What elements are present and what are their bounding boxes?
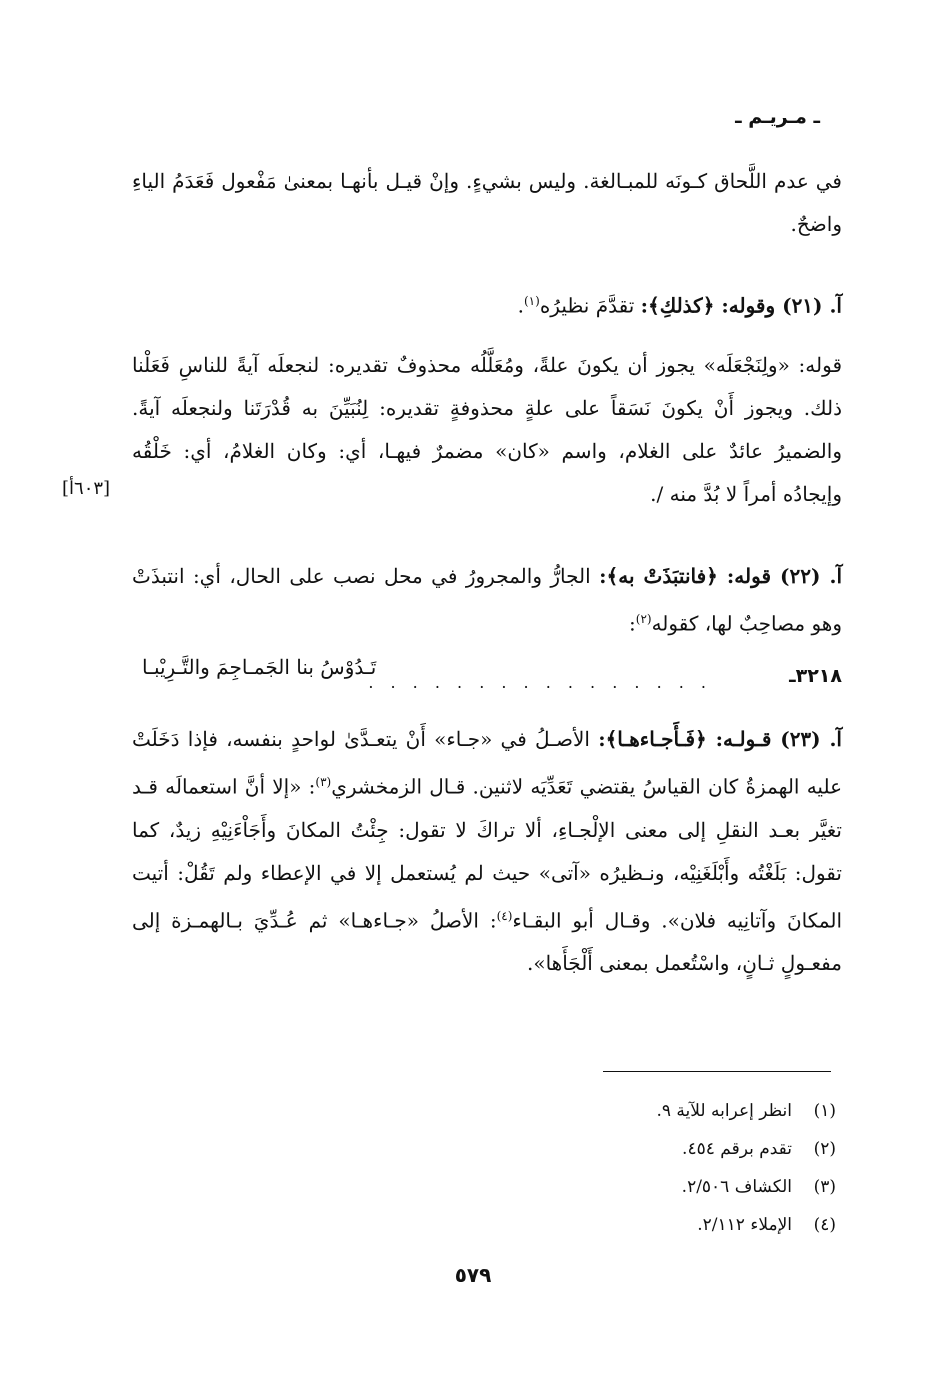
paragraph-verse-21 bbox=[132, 280, 842, 328]
footnote-number: (١) bbox=[813, 1101, 836, 1121]
page-number: ٥٧٩ bbox=[454, 1263, 492, 1287]
verse-number: ٣٢١٨ـ bbox=[789, 665, 842, 687]
verse-21-heading: آ. (٢١) وقوله: ﴿كذلكِ﴾: bbox=[640, 293, 842, 318]
footnote-text: انظر إعرابه للآية ٩. bbox=[656, 1101, 792, 1121]
footnote-item bbox=[436, 1168, 836, 1206]
verse-22-heading: آ. (٢٢) قوله: ﴿فانتبَذَتْ به﴾: bbox=[599, 564, 843, 588]
footnote-number: (٢) bbox=[813, 1139, 836, 1159]
footnote-ref-1: (١) bbox=[523, 294, 540, 308]
footnote-number: (٤) bbox=[813, 1215, 836, 1235]
verse-22-text: الجارُّ والمجرورُ في محل نصب على الحال، أي: انتبذَتْ وهو مصاحِبٌ لها، كقوله bbox=[132, 564, 842, 636]
manuscript-folio-note: [٦٠٣أ] bbox=[62, 478, 111, 499]
footnotes-list bbox=[436, 1092, 836, 1244]
paragraph-commentary-21: قوله: «ولِنَجْعَلَه» يجوز أن يكونَ علةً، ومُعَلَّلُه محذوفٌ تقديره: لنجعلَه آيةً للناسِ فَعَلْنا ذلك. ويجوز أَنْ يكونَ نَسَقاً على علةٍ محذوفةٍ تقديره: لِنُبَيِّنَ به قُدْرَتَنا ولنجعلَه آيةً. والضميرُ عائدٌ على الغلام، واسم «كان» مضمرٌ فيهـا، أي: وكان الغلامُ، أي: خَلْقُه وإيجادُه أمراً لا بُدَّ منه /. bbox=[132, 353, 842, 506]
footnote-item bbox=[436, 1130, 836, 1168]
verse-line: تَـدُوْسُ بنا الجَمـاجِمَ والتَّـرِيْبـا bbox=[142, 655, 377, 679]
paragraph-verse-23 bbox=[132, 718, 842, 985]
verse-23-text-b: : «إلا أنَّ استعمالَه قـد تغيَّر بعـد النقلِ إلى معنى الإلْجـاءِ، ألا تراكَ لا تقول: جِئْتُ المكانَ وأَجَاْءَنِيْهِ زيدٌ، كما تقول: بَلَغْتُه وأَبْلَغَنِيْه، ونـظيرُه «آتى» حيث لم يُستعمل إلا في الإعطاء ولم تَقُلْ: أتيت المكانَ وآتانِيه فلان». وقـال أبو البقـاء bbox=[132, 774, 842, 933]
footnote-text: الإملاء ٢/١١٢. bbox=[697, 1215, 792, 1235]
footnote-number: (٣) bbox=[813, 1177, 836, 1197]
footnote-item bbox=[436, 1206, 836, 1244]
paragraph-verse-22 bbox=[132, 555, 842, 646]
verse-22-end: : bbox=[629, 611, 636, 636]
footnote-ref-4: (٤) bbox=[496, 908, 513, 923]
verse-21-text: تقدَّمَ نظيرُه bbox=[539, 293, 641, 318]
running-header: ـ مـريـم ـ bbox=[735, 106, 820, 128]
footnote-text: الكشاف ٢/٥٠٦. bbox=[681, 1177, 792, 1197]
verse-23-heading: آ. (٢٣) قـولـه: ﴿فَـأَجـاءهـا﴾: bbox=[598, 727, 842, 751]
verse-21-end: . bbox=[517, 293, 524, 318]
footnote-divider bbox=[603, 1071, 831, 1072]
footnote-ref-3: (٣) bbox=[315, 775, 332, 789]
footnote-ref-2: (٢) bbox=[635, 612, 652, 626]
poetry-verse bbox=[132, 655, 842, 698]
footnote-item bbox=[436, 1092, 836, 1130]
verse-23-text-a: الأصـلُ في «جـاء» أَنْ يتعـدَّىٰ لواحدٍ بنفسه، فإذا دَخَلَتْ عليه الهمزةُ كان القياسُ يقتضي تَعَدِّيَه لاثنين. قـال الزمخشري bbox=[132, 727, 843, 799]
paragraph-1: في عدم اللَّحاق كـونَه للمبـالغة. وليس بشيءٍ. وإنْ قيـل بأنهـا بمعنىٰ مَفْعول فَعَدَمُ الياءِ واضحٌ. bbox=[132, 169, 842, 236]
verse-23-text-c: : الأصلُ «جـاءهـا» ثم عُـدِّيَ بـالهمـزة إلى مفعـولٍ ثـانٍ، واسْتُعمل بمعنى أَلْجَأَها». bbox=[132, 908, 842, 976]
footnote-text: تقدم برقم ٤٥٤. bbox=[682, 1139, 792, 1159]
verse-ellipsis: . . . . . . . . . . . . . . . . bbox=[368, 673, 712, 692]
